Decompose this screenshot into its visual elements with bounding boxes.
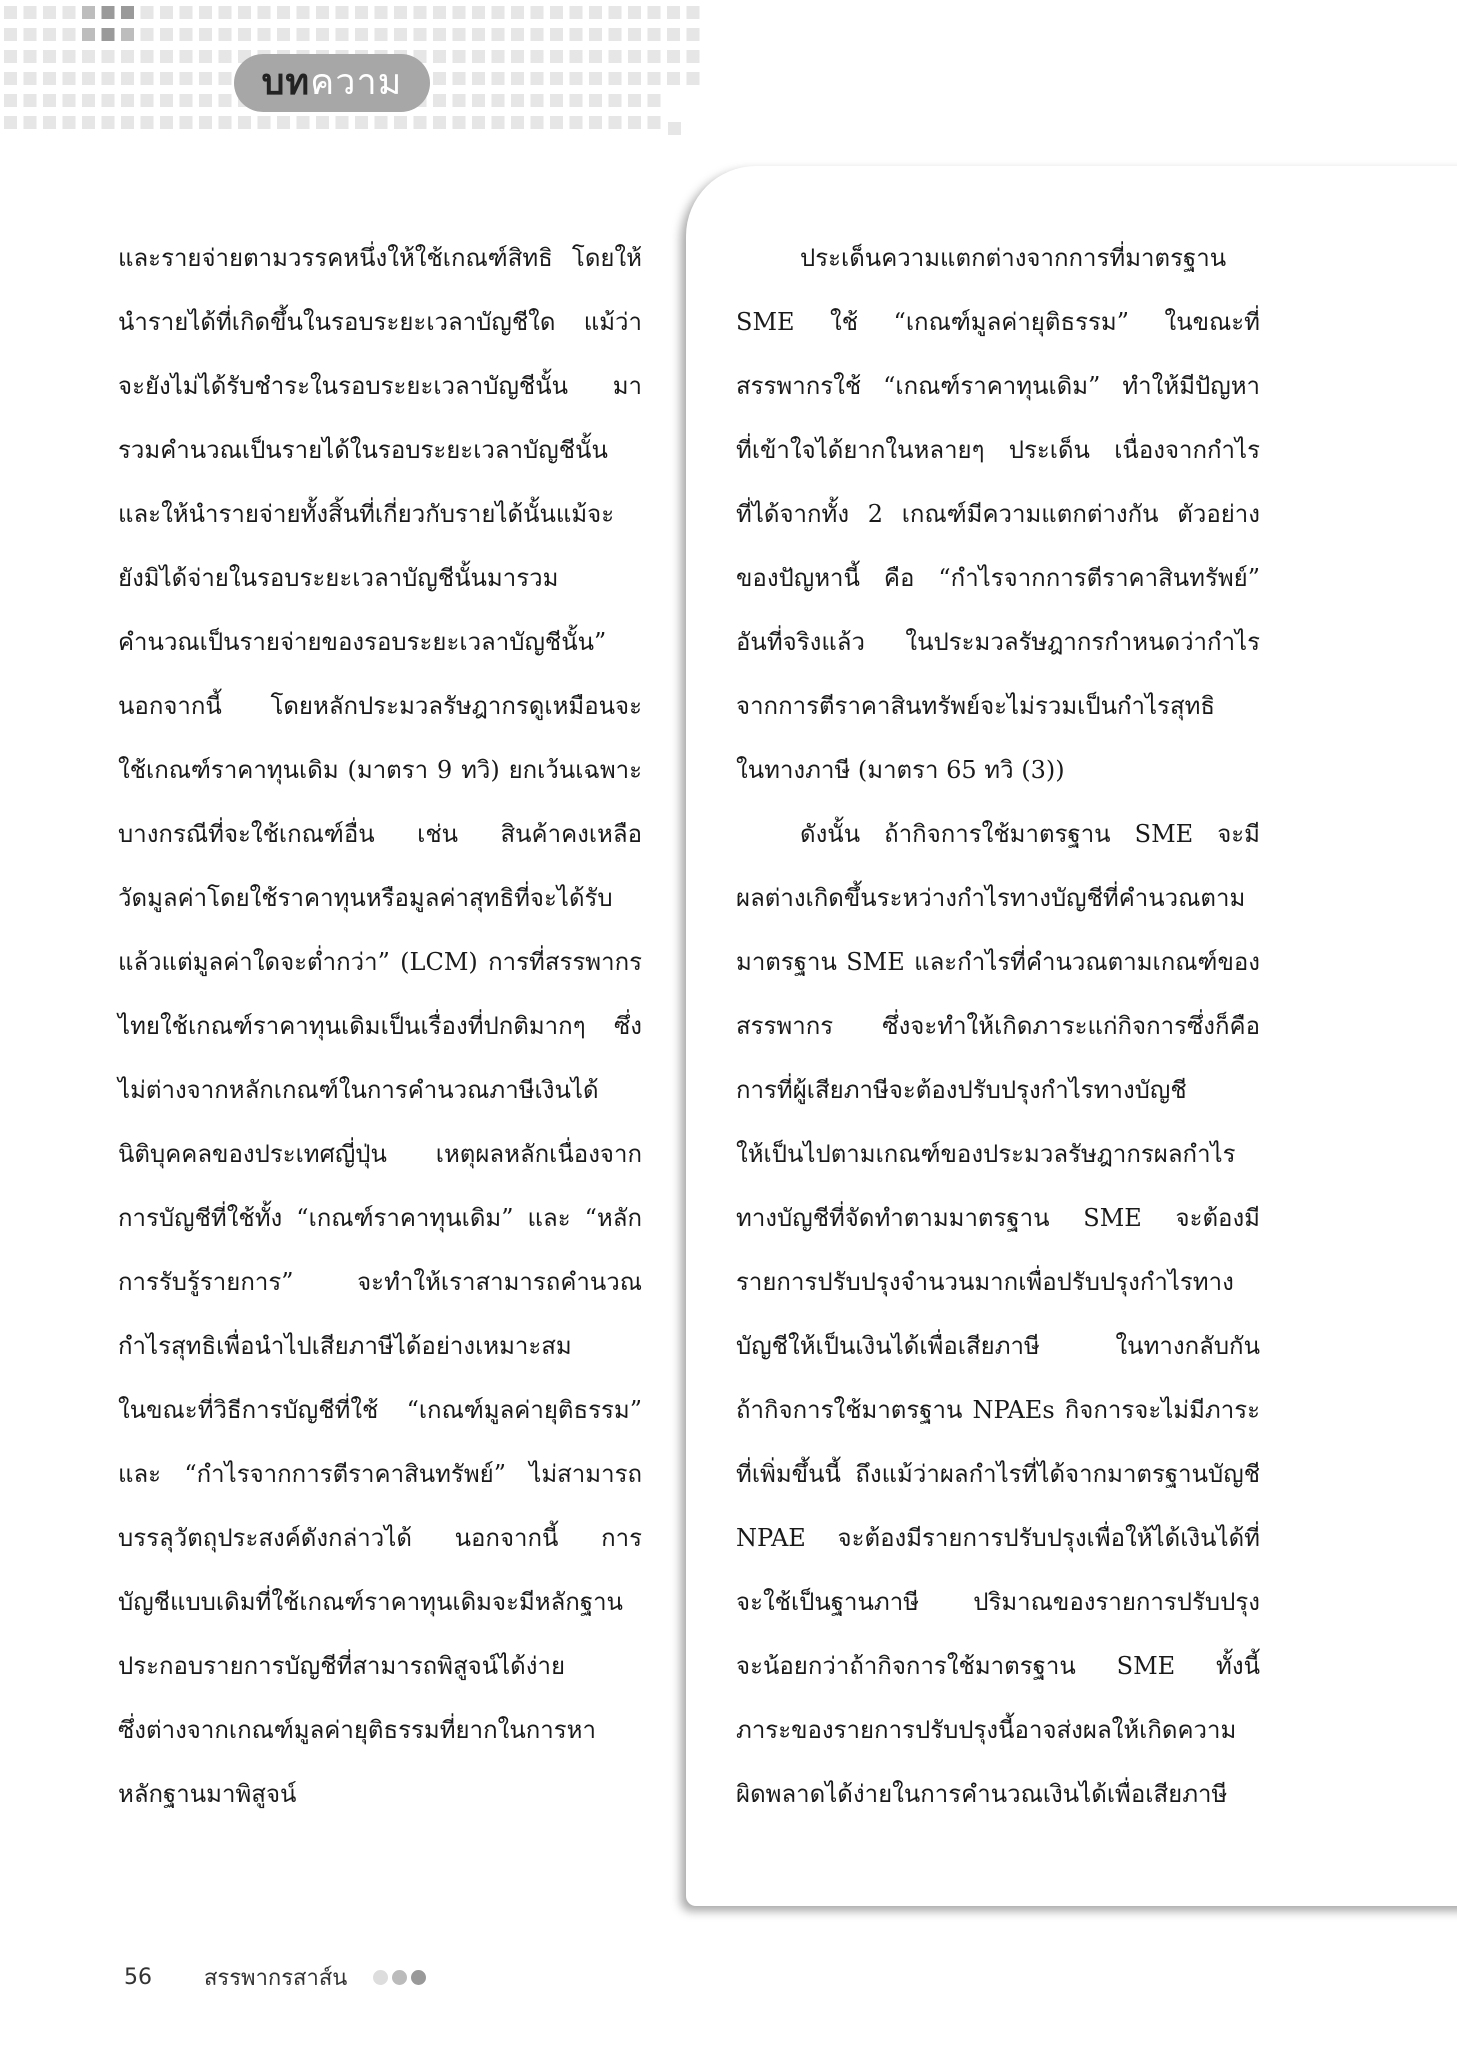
- left-line: บางกรณีที่จะใช้เกณฑ์อื่น เช่น สินค้าคงเหลือ: [118, 820, 642, 848]
- footer-dot-icon: [411, 1970, 426, 1985]
- left-line: และให้นำรายจ่ายทั้งสิ้นที่เกี่ยวกับรายได้นั้นแม้จะ: [118, 500, 615, 528]
- right-line: ถ้ากิจการใช้มาตรฐาน NPAEs กิจการจะไม่มีภาระ: [736, 1396, 1260, 1424]
- left-line: หลักฐานมาพิสูจน์: [118, 1780, 297, 1808]
- magazine-name: สรรพากรสาส์น: [204, 1965, 348, 1991]
- right-line: ให้เป็นไปตามเกณฑ์ของประมวลรัษฎากรผลกำไร: [736, 1140, 1236, 1168]
- left-line: จะยังไม่ได้รับชำระในรอบระยะเวลาบัญชีนั้น มา: [118, 372, 642, 400]
- section-label: [234, 54, 430, 112]
- right-line: SME ใช้ “เกณฑ์มูลค่ายุติธรรม” ในขณะที่: [736, 308, 1260, 336]
- right-line: ประเด็นความแตกต่างจากการที่มาตรฐาน: [800, 244, 1227, 272]
- right-line: จะใช้เป็นฐานภาษี ปริมาณของรายการปรับปรุง: [736, 1588, 1260, 1616]
- left-line: ประกอบรายการบัญชีที่สามารถพิสูจน์ได้ง่าย: [118, 1652, 566, 1680]
- left-column-text: [118, 226, 642, 1826]
- footer-dots: [373, 1970, 426, 1985]
- right-line: ที่เข้าใจได้ยากในหลายๆ ประเด็น เนื่องจากกำไร: [736, 436, 1260, 464]
- left-line: และรายจ่ายตามวรรคหนึ่งให้ใช้เกณฑ์สิทธิ โดยให้: [118, 244, 642, 272]
- left-line: และ “กำไรจากการตีราคาสินทรัพย์” ไม่สามารถ: [118, 1460, 642, 1488]
- left-line: รวมคำนวณเป็นรายได้ในรอบระยะเวลาบัญชีนั้น: [118, 436, 608, 464]
- page-footer: [124, 1962, 426, 1992]
- left-line: นอกจากนี้ โดยหลักประมวลรัษฎากรดูเหมือนจะ: [118, 692, 642, 720]
- right-line: อันที่จริงแล้ว ในประมวลรัษฎากรกำหนดว่ากำไร: [736, 628, 1260, 656]
- left-line: บัญชีแบบเดิมที่ใช้เกณฑ์ราคาทุนเดิมจะมีหลักฐาน: [118, 1588, 623, 1616]
- section-label-light: ความ: [310, 62, 403, 103]
- right-column-text: [736, 226, 1260, 1826]
- right-line: ที่เพิ่มขึ้นนี้ ถึงแม้ว่าผลกำไรที่ได้จากมาตรฐานบัญชี: [736, 1460, 1260, 1488]
- right-line: สรรพากร ซึ่งจะทำให้เกิดภาระแก่กิจการซึ่งก็คือ: [736, 1012, 1260, 1040]
- left-line: นำรายได้ที่เกิดขึ้นในรอบระยะเวลาบัญชีใด แม้ว่า: [118, 308, 642, 336]
- right-line: รายการปรับปรุงจำนวนมากเพื่อปรับปรุงกำไรทาง: [736, 1268, 1234, 1296]
- right-line: มาตรฐาน SME และกำไรที่คำนวณตามเกณฑ์ของ: [736, 948, 1260, 976]
- left-line: บรรลุวัตถุประสงค์ดังกล่าวได้ นอกจากนี้ การ: [118, 1524, 642, 1552]
- left-line: ยังมิได้จ่ายในรอบระยะเวลาบัญชีนั้นมารวม: [118, 564, 559, 592]
- right-line: ของปัญหานี้ คือ “กำไรจากการตีราคาสินทรัพย์”: [736, 564, 1260, 592]
- right-line: ทางบัญชีที่จัดทำตามมาตรฐาน SME จะต้องมี: [736, 1204, 1260, 1232]
- right-line: จากการตีราคาสินทรัพย์จะไม่รวมเป็นกำไรสุทธิ: [736, 692, 1216, 720]
- right-line: ในทางภาษี (มาตรา 65 ทวิ (3)): [736, 756, 1065, 784]
- left-line: ใช้เกณฑ์ราคาทุนเดิม (มาตรา 9 ทวิ) ยกเว้นเฉพาะ: [118, 756, 642, 784]
- left-line: การบัญชีที่ใช้ทั้ง “เกณฑ์ราคาทุนเดิม” และ “หลัก: [118, 1204, 642, 1232]
- left-line: กำไรสุทธิเพื่อนำไปเสียภาษีได้อย่างเหมาะสม: [118, 1332, 572, 1360]
- right-line: การที่ผู้เสียภาษีจะต้องปรับปรุงกำไรทางบัญชี: [736, 1076, 1187, 1104]
- right-line: สรรพากรใช้ “เกณฑ์ราคาทุนเดิม” ทำให้มีปัญหา: [736, 372, 1260, 400]
- right-line: ดังนั้น ถ้ากิจการใช้มาตรฐาน SME จะมี: [800, 820, 1260, 848]
- section-label-bold: บท: [261, 62, 311, 103]
- left-line: ซึ่งต่างจากเกณฑ์มูลค่ายุติธรรมที่ยากในการหา: [118, 1716, 596, 1744]
- left-line: ไทยใช้เกณฑ์ราคาทุนเดิมเป็นเรื่องที่ปกติมากๆ ซึ่ง: [118, 1012, 642, 1040]
- left-line: ไม่ต่างจากหลักเกณฑ์ในการคำนวณภาษีเงินได้: [118, 1076, 599, 1104]
- right-line: ภาระของรายการปรับปรุงนี้อาจส่งผลให้เกิดความ: [736, 1716, 1237, 1744]
- page-number: 56: [124, 1964, 152, 1990]
- right-line: ผลต่างเกิดขึ้นระหว่างกำไรทางบัญชีที่คำนวณตาม: [736, 884, 1246, 912]
- left-line: วัดมูลค่าโดยใช้ราคาทุนหรือมูลค่าสุทธิที่จะได้รับ: [118, 884, 613, 912]
- left-line: แล้วแต่มูลค่าใดจะต่ำกว่า” (LCM) การที่สรรพากร: [118, 948, 642, 976]
- footer-dot-icon: [392, 1970, 407, 1985]
- left-line: คำนวณเป็นรายจ่ายของรอบระยะเวลาบัญชีนั้น”: [118, 628, 607, 656]
- left-line: ในขณะที่วิธีการบัญชีที่ใช้ “เกณฑ์มูลค่ายุติธรรม”: [118, 1396, 642, 1424]
- footer-dot-icon: [373, 1970, 388, 1985]
- left-line: นิติบุคคลของประเทศญี่ปุ่น เหตุผลหลักเนื่องจาก: [118, 1140, 642, 1168]
- right-line: จะน้อยกว่าถ้ากิจการใช้มาตรฐาน SME ทั้งนี้: [736, 1652, 1260, 1680]
- right-line: ที่ได้จากทั้ง 2 เกณฑ์มีความแตกต่างกัน ตัวอย่าง: [736, 500, 1260, 528]
- left-line: การรับรู้รายการ” จะทำให้เราสามารถคำนวณ: [118, 1268, 642, 1296]
- right-line: ผิดพลาดได้ง่ายในการคำนวณเงินได้เพื่อเสียภาษี: [736, 1780, 1228, 1808]
- right-line: NPAE จะต้องมีรายการปรับปรุงเพื่อให้ได้เงินได้ที่: [736, 1524, 1260, 1552]
- right-line: บัญชีให้เป็นเงินได้เพื่อเสียภาษี ในทางกลับกัน: [736, 1332, 1260, 1360]
